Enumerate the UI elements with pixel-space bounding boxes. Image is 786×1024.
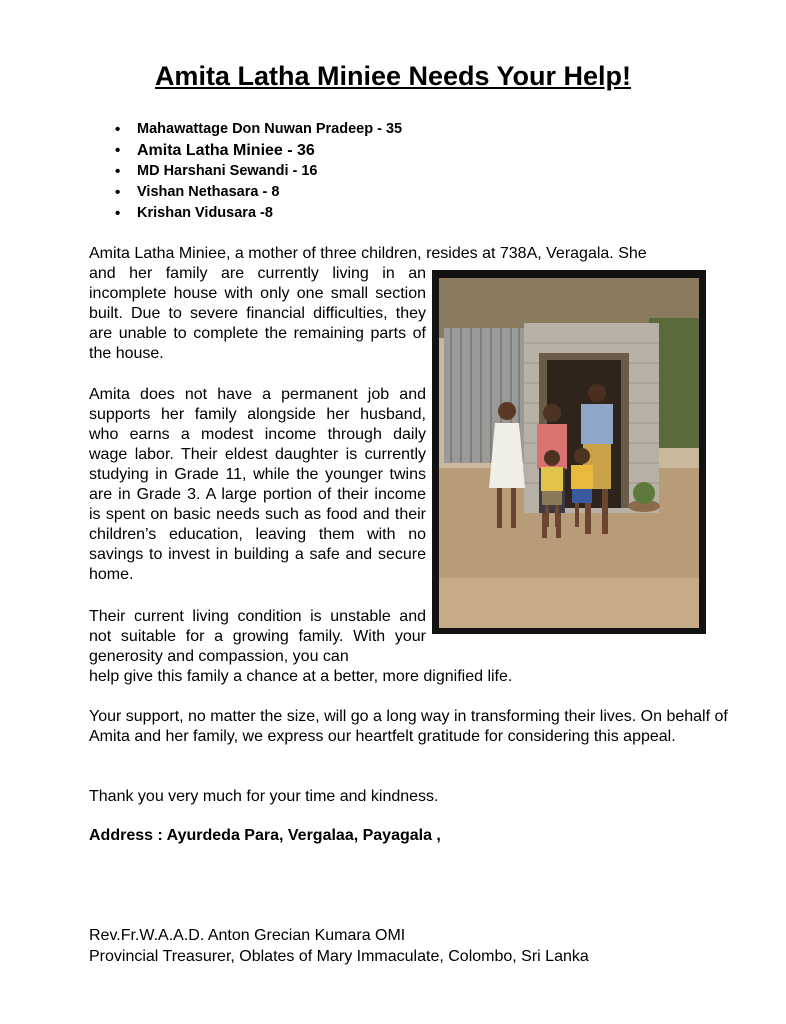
living-condition-paragraph: Their current living condition is unstable and not suitable for a growing family. With your generosity and compassion, you can <box>89 608 426 665</box>
page-title: Amita Latha Miniee Needs Your Help! <box>154 61 632 91</box>
intro-paragraph: and her family are currently living in an incomplete house with only one small section built. Due to severe financial difficulties, they are unable to complete the remaining parts of the house. <box>89 265 426 362</box>
family-member-item: • Vishan Nethasara - 8 <box>137 182 402 203</box>
family-photo <box>439 278 699 628</box>
address-line: Address : Ayurdeda Para, Vergalaa, Payagala , <box>89 827 441 844</box>
intro-paragraph-first-line: Amita Latha Miniee, a mother of three children, resides at 738A, Veragala. She <box>89 245 647 262</box>
family-member-item: • Krishan Vidusara -8 <box>137 203 402 224</box>
work-education-paragraph: Amita does not have a permanent job and supports her family alongside her husband, who earns a modest income through daily wage labor. Their eldest daughter is currently studying in Grade 11, while the younger twins are in Grade 3. A large portion of their income is spent on basic needs such as food and their children’s education, leaving them with no savings to invest in building a safe and secure home. <box>89 386 426 583</box>
family-member-item: • MD Harshani Sewandi - 16 <box>137 161 402 182</box>
thanks-paragraph: Thank you very much for your time and kindness. <box>89 788 439 805</box>
family-member-item: • Mahawattage Don Nuwan Pradeep - 35 <box>137 119 402 140</box>
signature-block <box>89 925 589 967</box>
family-member-list <box>137 119 402 224</box>
family-member-item: • Amita Latha Miniee - 36 <box>137 140 402 161</box>
living-condition-paragraph-tail: help give this family a chance at a better, more dignified life. <box>89 668 513 685</box>
signature-position: Provincial Treasurer, Oblates of Mary Immaculate, Colombo, Sri Lanka <box>89 948 589 965</box>
family-photo-frame <box>432 270 706 634</box>
support-paragraph: Your support, no matter the size, will go a long way in transforming their lives. On behalf of Amita and her family, we express our heartfelt gratitude for considering this appeal. <box>89 708 728 745</box>
signature-name: Rev.Fr.W.A.A.D. Anton Grecian Kumara OMI <box>89 927 406 944</box>
